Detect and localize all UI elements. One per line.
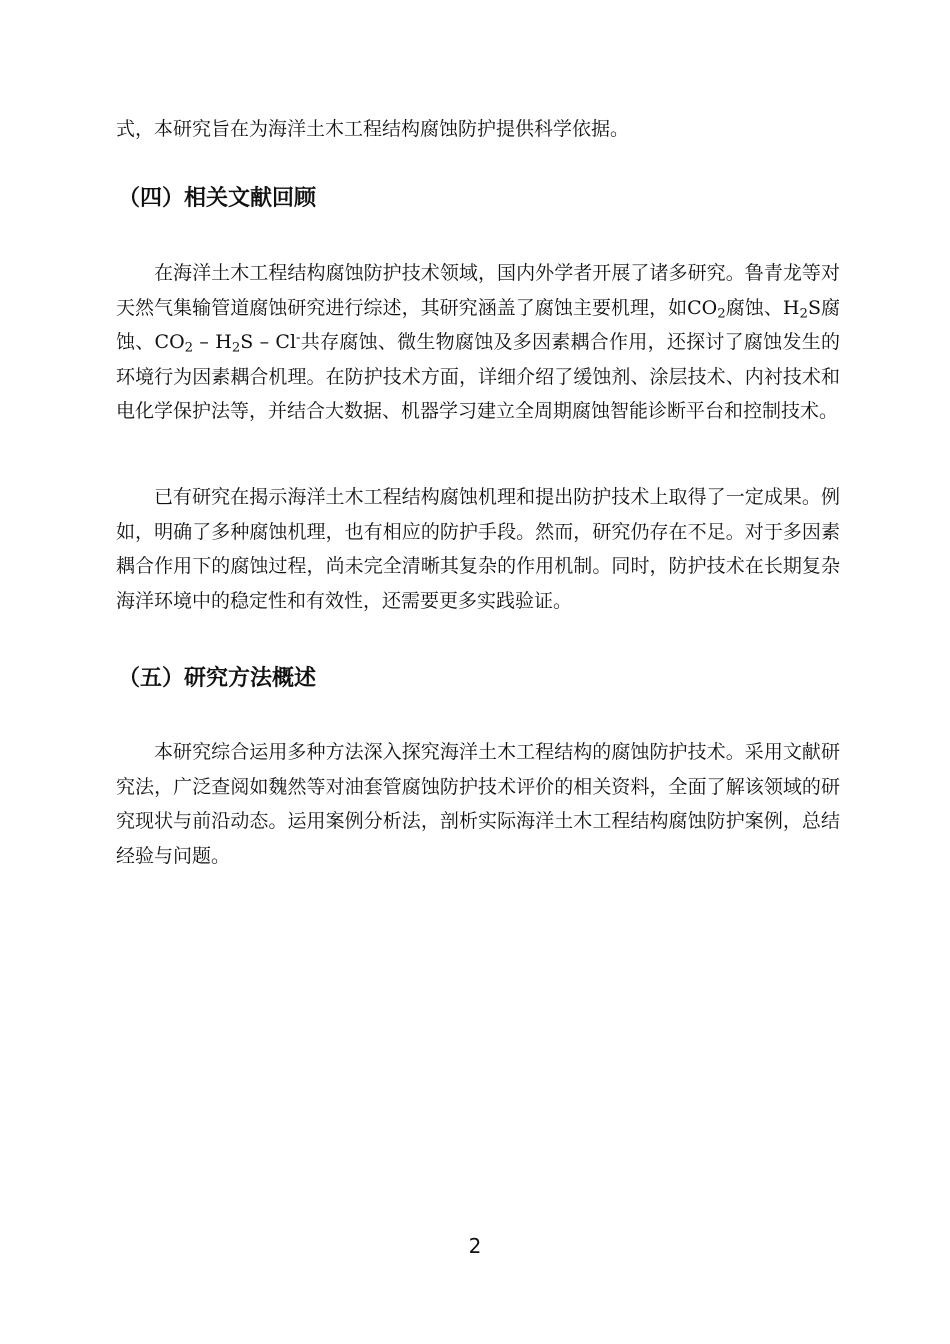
paragraph-text: S – Cl [240, 331, 297, 353]
literature-review-paragraph-2: 已有研究在揭示海洋土木工程结构腐蚀机理和提出防护技术上取得了一定成果。例如，明确了多种腐蚀机理，也有相应的防护手段。然而，研究仍存在不足。对于多因素耦合作用下的腐蚀过程，尚未完全清晰其复杂的作用机制。同时，防护技术在长期复杂海洋环境中的稳定性和有效性，还需要更多实践验证。 [116, 486, 840, 612]
paragraph-text: 在海洋土木工程结构腐蚀防护技术领域，国内外学者开展了诸多研究。鲁青龙等对天然气集输管道腐蚀研究进行综述，其研究涵盖了腐蚀主要机理，如CO [116, 262, 840, 319]
intro-paragraph-tail: 式，本研究旨在为海洋土木工程结构腐蚀防护提供科学依据。 [116, 118, 630, 140]
subscript: 2 [799, 305, 808, 321]
subscript: 2 [231, 340, 241, 356]
subscript: 2 [717, 305, 726, 321]
superscript: - [296, 330, 301, 346]
paragraph-text: S腐蚀、CO [116, 296, 840, 353]
paragraph-text: 共存腐蚀、微生物腐蚀及多因素耦合作用，还探讨了腐蚀发生的环境行为因素耦合机理。在防护技术方面，详细介绍了缓蚀剂、涂层技术、内衬技术和电化学保护法等，并结合大数据、机器学习建立全周期腐蚀智能诊断平台和控制技术。 [116, 331, 840, 422]
subscript: 2 [184, 340, 194, 356]
paragraph-text: – H [193, 331, 232, 353]
section-heading-methods-overview: （五）研究方法概述 [118, 666, 317, 691]
methods-overview-paragraph-1: 本研究综合运用多种方法深入探究海洋土木工程结构的腐蚀防护技术。采用文献研究法，广泛查阅如魏然等对油套管腐蚀防护技术评价的相关资料，全面了解该领域的研究现状与前沿动态。运用案例分析法，剖析实际海洋土木工程结构腐蚀防护案例，总结经验与问题。 [116, 741, 840, 867]
paragraph-text: 腐蚀、H [725, 296, 800, 319]
section-heading-literature-review: （四）相关文献回顾 [118, 186, 317, 211]
page-number: 2 [468, 1234, 482, 1258]
literature-review-paragraph-1 [116, 256, 840, 429]
